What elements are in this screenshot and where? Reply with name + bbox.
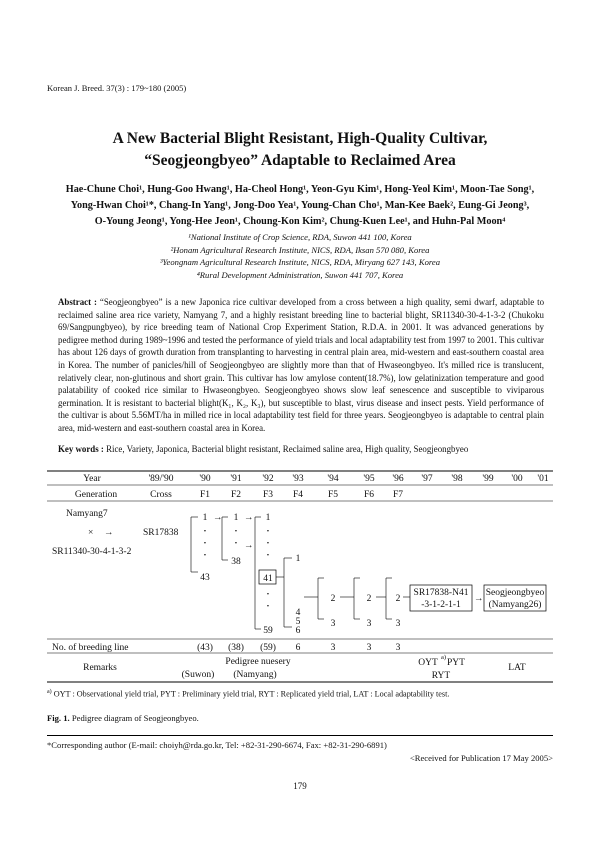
remark-oyt-mark: a) [441, 654, 447, 661]
remark-nursery: Pedigree nuesery [225, 657, 291, 667]
f3-selected-line: 41 [263, 574, 273, 584]
abstract [58, 296, 544, 435]
year-cell: '89/'90 [148, 474, 174, 484]
f1-line-bottom: 43 [200, 573, 210, 583]
year-cell: '99 [482, 474, 494, 484]
generation-cell: F6 [363, 490, 375, 500]
year-cell: '96 [392, 474, 404, 484]
keywords-label: Key words : [58, 444, 104, 454]
affiliation-2: ²Honam Agricultural Research Institute, NICS, RDA, Iksan 570 080, Korea [170, 244, 430, 255]
breeding-count: 3 [366, 643, 372, 653]
f3-line-top: 1 [265, 513, 271, 523]
remark-lat: LAT [508, 663, 526, 673]
svg-text:·: · [266, 602, 270, 612]
svg-text:·: · [203, 527, 207, 537]
generation-cell: F7 [392, 490, 404, 500]
arrow-icon: → [244, 541, 254, 551]
year-label: Year [83, 474, 101, 484]
cross-symbol: × [88, 528, 94, 538]
page-number: 179 [293, 781, 307, 791]
affiliation-1: ¹National Institute of Crop Science, RDA, Suwon 441 100, Korea [188, 232, 412, 242]
generation-cell: F5 [327, 490, 339, 500]
svg-text:·: · [266, 527, 270, 537]
f6-line: 2 [366, 594, 372, 604]
figure-caption [47, 713, 199, 723]
f2-line-bottom: 38 [231, 557, 241, 567]
remark-namyang: (Namyang) [233, 670, 277, 680]
breeding-count: 6 [295, 643, 301, 653]
f7-line: 2 [395, 594, 401, 604]
f1-line-top: 1 [202, 513, 208, 523]
table-footnote [47, 689, 449, 699]
year-cell: '95 [363, 474, 375, 484]
year-cell: '90 [199, 474, 211, 484]
svg-text:·: · [203, 539, 207, 549]
f5-line: 3 [330, 619, 336, 629]
keywords [58, 443, 544, 455]
journal-reference: Korean J. Breed. 37(3) : 179~180 (2005) [47, 83, 187, 93]
breeding-count: 3 [330, 643, 336, 653]
remark-ryt: RYT [431, 671, 451, 681]
year-cell: '94 [327, 474, 339, 484]
paper-title-line-2: “Seogjeongbyeo” Adaptable to Reclaimed Area [144, 152, 456, 169]
breeding-count: (59) [260, 643, 276, 653]
generation-cell: F3 [262, 490, 274, 500]
f4-line: 5 [295, 617, 301, 627]
affiliation-3: ³Yeongnam Agricultural Research Institute, NICS, RDA, Miryang 627 143, Korea [159, 257, 441, 267]
author-line-2: Yong-Hwan Choi¹*, Chang-In Yang¹, Jong-Doo Yea¹, Young-Chan Cho¹, Man-Kee Baek², Eung-Gi Jeong³, [70, 200, 530, 211]
year-cell: '98 [451, 474, 463, 484]
f3-line-bottom: 59 [263, 626, 273, 636]
final-line-1: SR17838-N41 [413, 588, 469, 598]
year-cell: '97 [421, 474, 433, 484]
remark-oyt: OYT [418, 658, 438, 668]
svg-text:·: · [234, 539, 238, 549]
f6-line: 3 [366, 619, 372, 629]
affiliation-4: ⁴Rural Development Administration, Suwon 441 707, Korea [196, 269, 404, 280]
f5-line: 2 [330, 594, 336, 604]
f4-line: 4 [295, 608, 301, 618]
svg-text:·: · [266, 539, 270, 549]
arrow-icon: → [474, 594, 484, 604]
author-line-3: O-Young Jeong¹, Yong-Hee Jeon¹, Choung-Kon Kim², Chung-Kuen Lee¹, and Huhn-Pal Moon⁴ [94, 216, 506, 227]
generation-label: Generation [74, 490, 118, 500]
arrow-icon: → [213, 513, 223, 523]
breeding-count: 3 [395, 643, 401, 653]
f4-line: 6 [295, 626, 301, 636]
year-cell: '93 [292, 474, 304, 484]
generation-cell: Cross [150, 490, 172, 500]
received-date: <Received for Publication 17 May 2005> [409, 753, 553, 763]
remark-suwon: (Suwon) [181, 670, 215, 680]
cross-name: SR17838 [143, 528, 179, 538]
year-cell: '00 [511, 474, 523, 484]
abstract-text: “Seogjeongbyeo” is a new Japonica rice cultivar developed from a cross between a high quality, semi dwarf, adaptable to reclaimed saline area rice variety, Namyang 7, and a highly resistant breeding line to bacterial blight, SR11340-30-4-1-3-2 (Chukoku 69/Sangpungbyeo), by rice breeding team of National Crop Experiment Station, R.D.A. in 2001. It was advanced generations by pedigree method during 1989~1996 and tested the performance of yield trials and local adaptability test from 1997 to 2001. This cultivar has about 126 days of growth duration from transplanting to harvesting in central plain area, mid-western and east-southern coastal area in Korea. The number of panicles/hill of Seogjeongbyeo are slightly more than that of Hwaseongbyeo. It's milled rice is translucent, relatively clear, non-glutinous and short grain. This cultivar has low amylose content(18.7%), low gelatinization temperature and good palatability of cooked rice similar to Hwaseongbyeo. Seogjeongbyeo shows slow leaf senescence and susceptible to viviparous germination. It is resistant to bacterial blight(K₁, K₂, K₃), but susceptible to blast, virus disease and insect pests. Yield performance of the cultivar is about 5.56MT/ha in milled rice in local adaptability test field for three years. Seogjeongbyeo is adaptable to central plain area, mid-western and east-southern coastal area in Korea. [58, 297, 545, 433]
keywords-text: Rice, Variety, Japonica, Bacterial blight resistant, Reclaimed saline area, High quality, Seogjeongbyeo [106, 444, 469, 454]
breeding-line-label: No. of breeding line [52, 643, 129, 653]
corresponding-author: *Corresponding author (E-mail: choiyh@rda.go.kr, Tel: +82-31-290-6674, Fax: +82-31-290-6891) [47, 740, 387, 750]
cultivar-name: Seogjeongbyeo [485, 588, 545, 598]
svg-text:·: · [266, 551, 270, 561]
figure-caption-text: Pedigree diagram of Seogjeongbyeo. [71, 713, 199, 723]
svg-text:·: · [234, 527, 238, 537]
f4-line-top: 1 [295, 554, 301, 564]
generation-cell: F1 [199, 490, 211, 500]
parent-namyang7: Namyang7 [66, 509, 108, 519]
cross-arrow: → [104, 528, 114, 538]
footnote-mark: a) [47, 689, 52, 695]
cultivar-alias: (Namyang26) [488, 600, 542, 610]
breeding-count: (43) [197, 643, 213, 653]
parent-sr11340: SR11340-30-4-1-3-2 [52, 547, 132, 557]
generation-cell: F2 [230, 490, 242, 500]
remarks-label: Remarks [83, 663, 117, 673]
year-cell: '91 [230, 474, 242, 484]
year-cell: '01 [537, 474, 549, 484]
paper-title-line-1: A New Bacterial Blight Resistant, High-Quality Cultivar, [112, 130, 488, 147]
svg-text:·: · [266, 590, 270, 600]
f2-line-top: 1 [233, 513, 239, 523]
figure-label: Fig. 1. [47, 713, 70, 723]
svg-text:·: · [203, 551, 207, 561]
year-cell: '92 [262, 474, 274, 484]
footer-rule [47, 735, 553, 736]
footnote-text: OYT : Observational yield trial, PYT : Preliminary yield trial, RYT : Replicated yield trial, LAT : Local adaptability test. [53, 689, 450, 699]
f7-line: 3 [395, 619, 401, 629]
generation-cell: F4 [292, 490, 304, 500]
remark-pyt: PYT [447, 658, 465, 668]
arrow-icon: → [244, 513, 254, 523]
author-line-1: Hae-Chune Choi¹, Hung-Goo Hwang¹, Ha-Cheol Hong¹, Yeon-Gyu Kim¹, Hong-Yeol Kim¹, Moon-Tae Song¹, [65, 184, 535, 195]
pedigree-diagram [0, 468, 600, 688]
breeding-count: (38) [228, 643, 244, 653]
final-line-2: -3-1-2-1-1 [421, 600, 461, 610]
abstract-label: Abstract : [58, 297, 97, 307]
